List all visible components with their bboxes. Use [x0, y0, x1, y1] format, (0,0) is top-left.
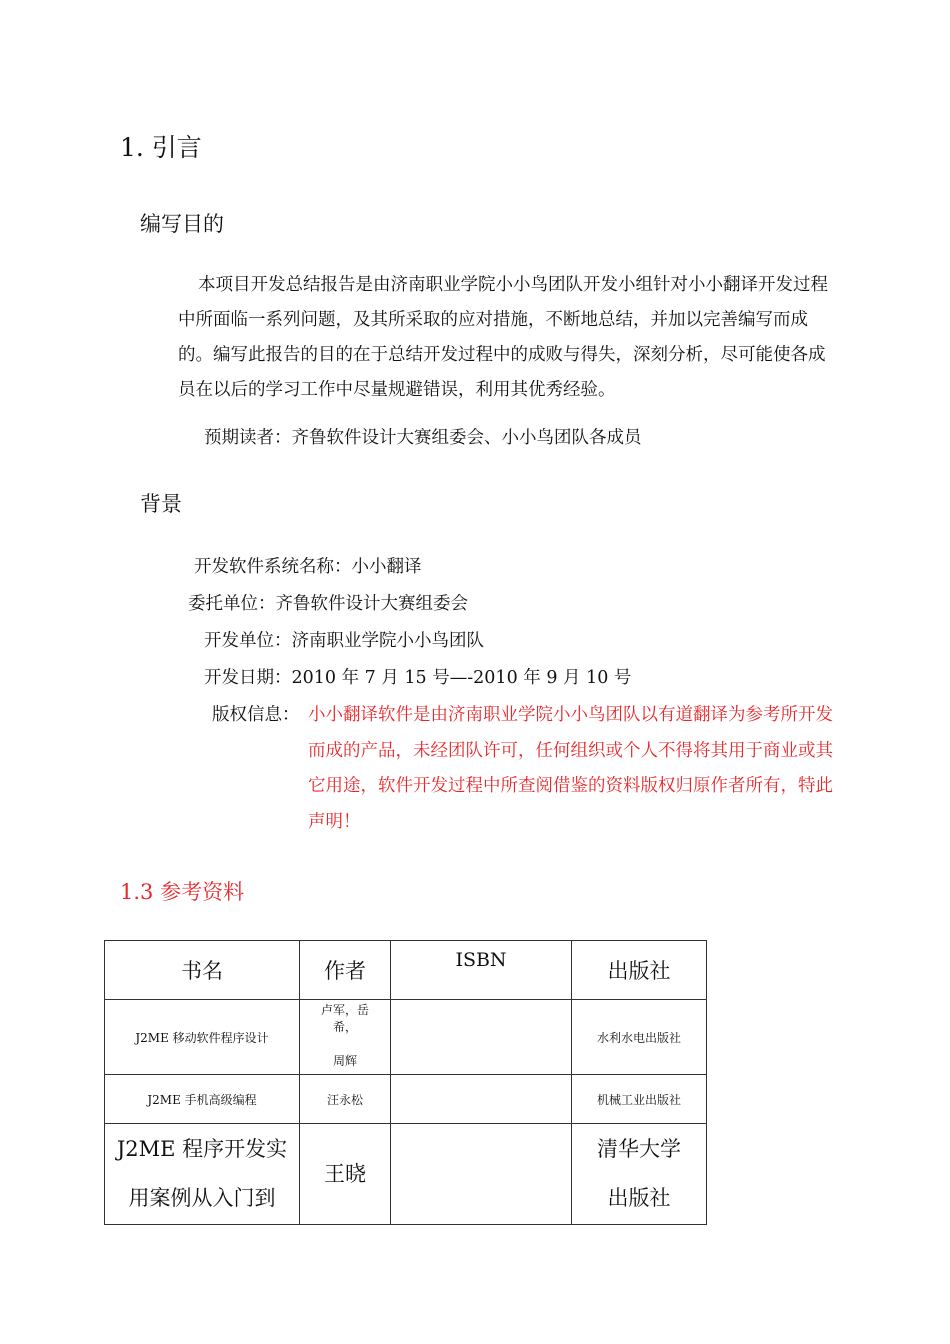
cell-author: 王晓: [300, 1124, 391, 1225]
section-title-purpose: 编写目的: [140, 212, 224, 236]
cell-publisher: 机械工业出版社: [572, 1075, 707, 1124]
software-name: 开发软件系统名称：小小翻译: [194, 557, 422, 577]
header-title: 书名: [105, 941, 300, 1000]
author-line: 周辉: [332, 1054, 357, 1068]
cell-author: 汪永松: [300, 1075, 391, 1124]
table-row: [105, 1124, 707, 1225]
table-header-row: [105, 941, 707, 1000]
cell-isbn: [391, 1075, 572, 1124]
cell-title: J2ME 程序开发实用案例从入门到: [105, 1124, 300, 1225]
header-publisher: 出版社: [572, 941, 707, 1000]
copyright-label: 版权信息：: [212, 705, 300, 725]
table-row: [105, 1000, 707, 1075]
developer-unit: 开发单位：济南职业学院小小鸟团队: [204, 631, 484, 651]
copyright-text: 小小翻译软件是由济南职业学院小小鸟团队以有道翻译为参考所开发而成的产品，未经团队许可，任何组织或个人不得将其用于商业或其它用途，软件开发过程中所查阅借鉴的资料版权归原作者所有，特此声明！: [308, 705, 833, 832]
header-isbn: ISBN: [391, 941, 572, 1000]
references-table: [104, 940, 707, 1225]
section-title-references: 1.3 参考资料: [120, 880, 245, 904]
header-author: 作者: [300, 941, 391, 1000]
section-title-background: 背景: [140, 492, 182, 516]
cell-author: [300, 1000, 391, 1075]
purpose-paragraph: 本项目开发总结报告是由济南职业学院小小鸟团队开发小组针对小小翻译开发过程中所面临一系列问题，及其所采取的应对措施，不断地总结，并加以完善编写而成的。编写此报告的目的在于总结开发过程中的成败与得失，深刻分析，尽可能使各成员在以后的学习工作中尽量规避错误，利用其优秀经验。: [178, 275, 828, 400]
author-line: 希，: [332, 1020, 357, 1034]
cell-publisher: 水利水电出版社: [572, 1000, 707, 1075]
expected-readers: 预期读者：齐鲁软件设计大赛组委会、小小鸟团队各成员: [204, 428, 642, 448]
cell-publisher: 清华大学出版社: [572, 1124, 707, 1225]
table-row: [105, 1075, 707, 1124]
page-heading: 1. 引言: [120, 133, 202, 162]
client-unit: 委托单位：齐鲁软件设计大赛组委会: [188, 594, 468, 614]
cell-title: J2ME 移动软件程序设计: [105, 1000, 300, 1075]
cell-title: J2ME 手机高级编程: [105, 1075, 300, 1124]
cell-isbn: [391, 1124, 572, 1225]
development-dates: 开发日期：2010 年 7 月 15 号—-2010 年 9 月 10 号: [204, 668, 632, 688]
cell-isbn: [391, 1000, 572, 1075]
author-line: 卢军，岳: [320, 1003, 369, 1017]
